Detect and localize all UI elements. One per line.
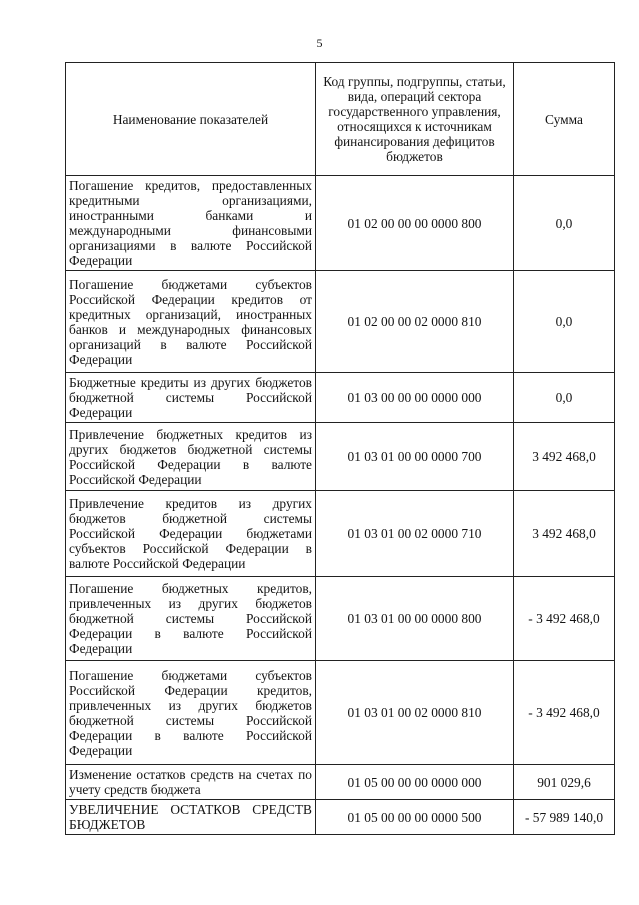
row-code: 01 05 00 00 00 0000 000 xyxy=(316,765,514,800)
financing-sources-table xyxy=(65,62,615,835)
page-number: 5 xyxy=(316,36,323,50)
table-row xyxy=(66,800,615,835)
row-sum: - 3 492 468,0 xyxy=(514,577,615,661)
row-name: Бюджетные кредиты из других бюджетов бюджетной системы Российской Федерации xyxy=(66,373,316,423)
row-sum: 901 029,6 xyxy=(514,765,615,800)
row-code: 01 05 00 00 00 0000 500 xyxy=(316,800,514,835)
row-code: 01 03 01 00 00 0000 700 xyxy=(316,423,514,491)
row-code: 01 03 01 00 02 0000 810 xyxy=(316,661,514,765)
row-name: Привлечение бюджетных кредитов из других бюджетов бюджетной системы Российской Федерации в валюте Российской Федерации xyxy=(66,423,316,491)
row-name: Погашение бюджетных кредитов, привлеченных из других бюджетов бюджетной системы Российской Федерации в валюте Российской Федерации xyxy=(66,577,316,661)
table-row xyxy=(66,271,615,373)
row-sum: 3 492 468,0 xyxy=(514,423,615,491)
table-row xyxy=(66,491,615,577)
row-code: 01 02 00 00 00 0000 800 xyxy=(316,176,514,271)
row-sum: 0,0 xyxy=(514,176,615,271)
row-name: Погашение бюджетами субъектов Российской Федерации кредитов, привлеченных из других бюджетов бюджетной системы Российской Федерации в валюте Российской Федерации xyxy=(66,661,316,765)
row-name: Изменение остатков средств на счетах по учету средств бюджета xyxy=(66,765,316,800)
table-row xyxy=(66,577,615,661)
row-code: 01 03 00 00 00 0000 000 xyxy=(316,373,514,423)
header-sum: Сумма xyxy=(514,63,615,176)
row-name: Погашение бюджетами субъектов Российской Федерации кредитов от кредитных организаций, иностранных банков и международных финансовых организаций в валюте Российской Федерации xyxy=(66,271,316,373)
row-sum: - 57 989 140,0 xyxy=(514,800,615,835)
table-row xyxy=(66,661,615,765)
table-header-row xyxy=(66,63,615,176)
row-sum: 0,0 xyxy=(514,373,615,423)
header-code: Код группы, подгруппы, статьи, вида, операций сектора государственного управления, относящихся к источникам финансирования дефицитов бюджетов xyxy=(316,63,514,176)
row-name: УВЕЛИЧЕНИЕ ОСТАТКОВ СРЕДСТВ БЮДЖЕТОВ xyxy=(66,800,316,835)
row-name: Погашение кредитов, предоставленных кредитными организациями, иностранными банками и международными финансовыми организациями в валюте Российской Федерации xyxy=(66,176,316,271)
row-code: 01 02 00 00 02 0000 810 xyxy=(316,271,514,373)
table-row xyxy=(66,423,615,491)
row-code: 01 03 01 00 02 0000 710 xyxy=(316,491,514,577)
row-code: 01 03 01 00 00 0000 800 xyxy=(316,577,514,661)
header-name: Наименование показателей xyxy=(66,63,316,176)
row-name: Привлечение кредитов из других бюджетов бюджетной системы Российской Федерации бюджетами субъектов Российской Федерации в валюте Российской Федерации xyxy=(66,491,316,577)
row-sum: 0,0 xyxy=(514,271,615,373)
row-sum: - 3 492 468,0 xyxy=(514,661,615,765)
row-sum: 3 492 468,0 xyxy=(514,491,615,577)
table-row xyxy=(66,176,615,271)
table-row xyxy=(66,373,615,423)
table-row xyxy=(66,765,615,800)
